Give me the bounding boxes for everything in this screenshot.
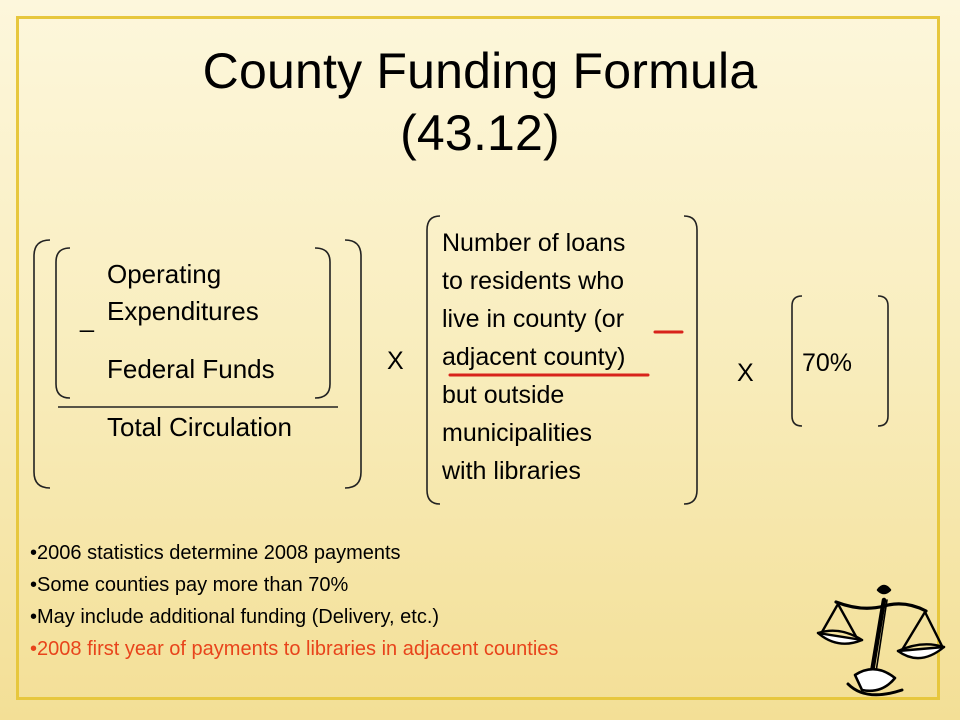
note-item: • 2006 statistics determine 2008 payments xyxy=(30,537,558,569)
federal-funds-label: Federal Funds xyxy=(107,354,275,384)
multiply-sign-2: X xyxy=(737,359,754,387)
percent-value: 70% xyxy=(802,349,853,377)
loans-line: with libraries xyxy=(442,457,581,485)
loans-line: live in county (or xyxy=(442,305,625,333)
minus-sign: _ xyxy=(80,305,94,333)
note-item-highlighted: • 2008 first year of payments to libraries in adjacent counties xyxy=(30,633,558,665)
title-line-2: (43.12) xyxy=(400,105,560,161)
loans-line: but outside xyxy=(442,381,565,409)
loans-line: adjacent county) xyxy=(442,343,626,371)
loans-line: to residents who xyxy=(442,267,625,295)
total-circulation-label: Total Circulation xyxy=(107,412,292,442)
operating-label-line2: Expenditures xyxy=(107,296,259,326)
note-item: • Some counties pay more than 70% xyxy=(30,569,558,601)
title-line-1: County Funding Formula xyxy=(202,43,758,99)
note-item: • May include additional funding (Delivery, etc.) xyxy=(30,601,558,633)
operating-label-line1: Operating xyxy=(107,259,222,289)
loans-line: municipalities xyxy=(442,419,593,447)
loans-line: Number of loans xyxy=(442,229,626,257)
multiply-sign-1: X xyxy=(387,347,404,375)
